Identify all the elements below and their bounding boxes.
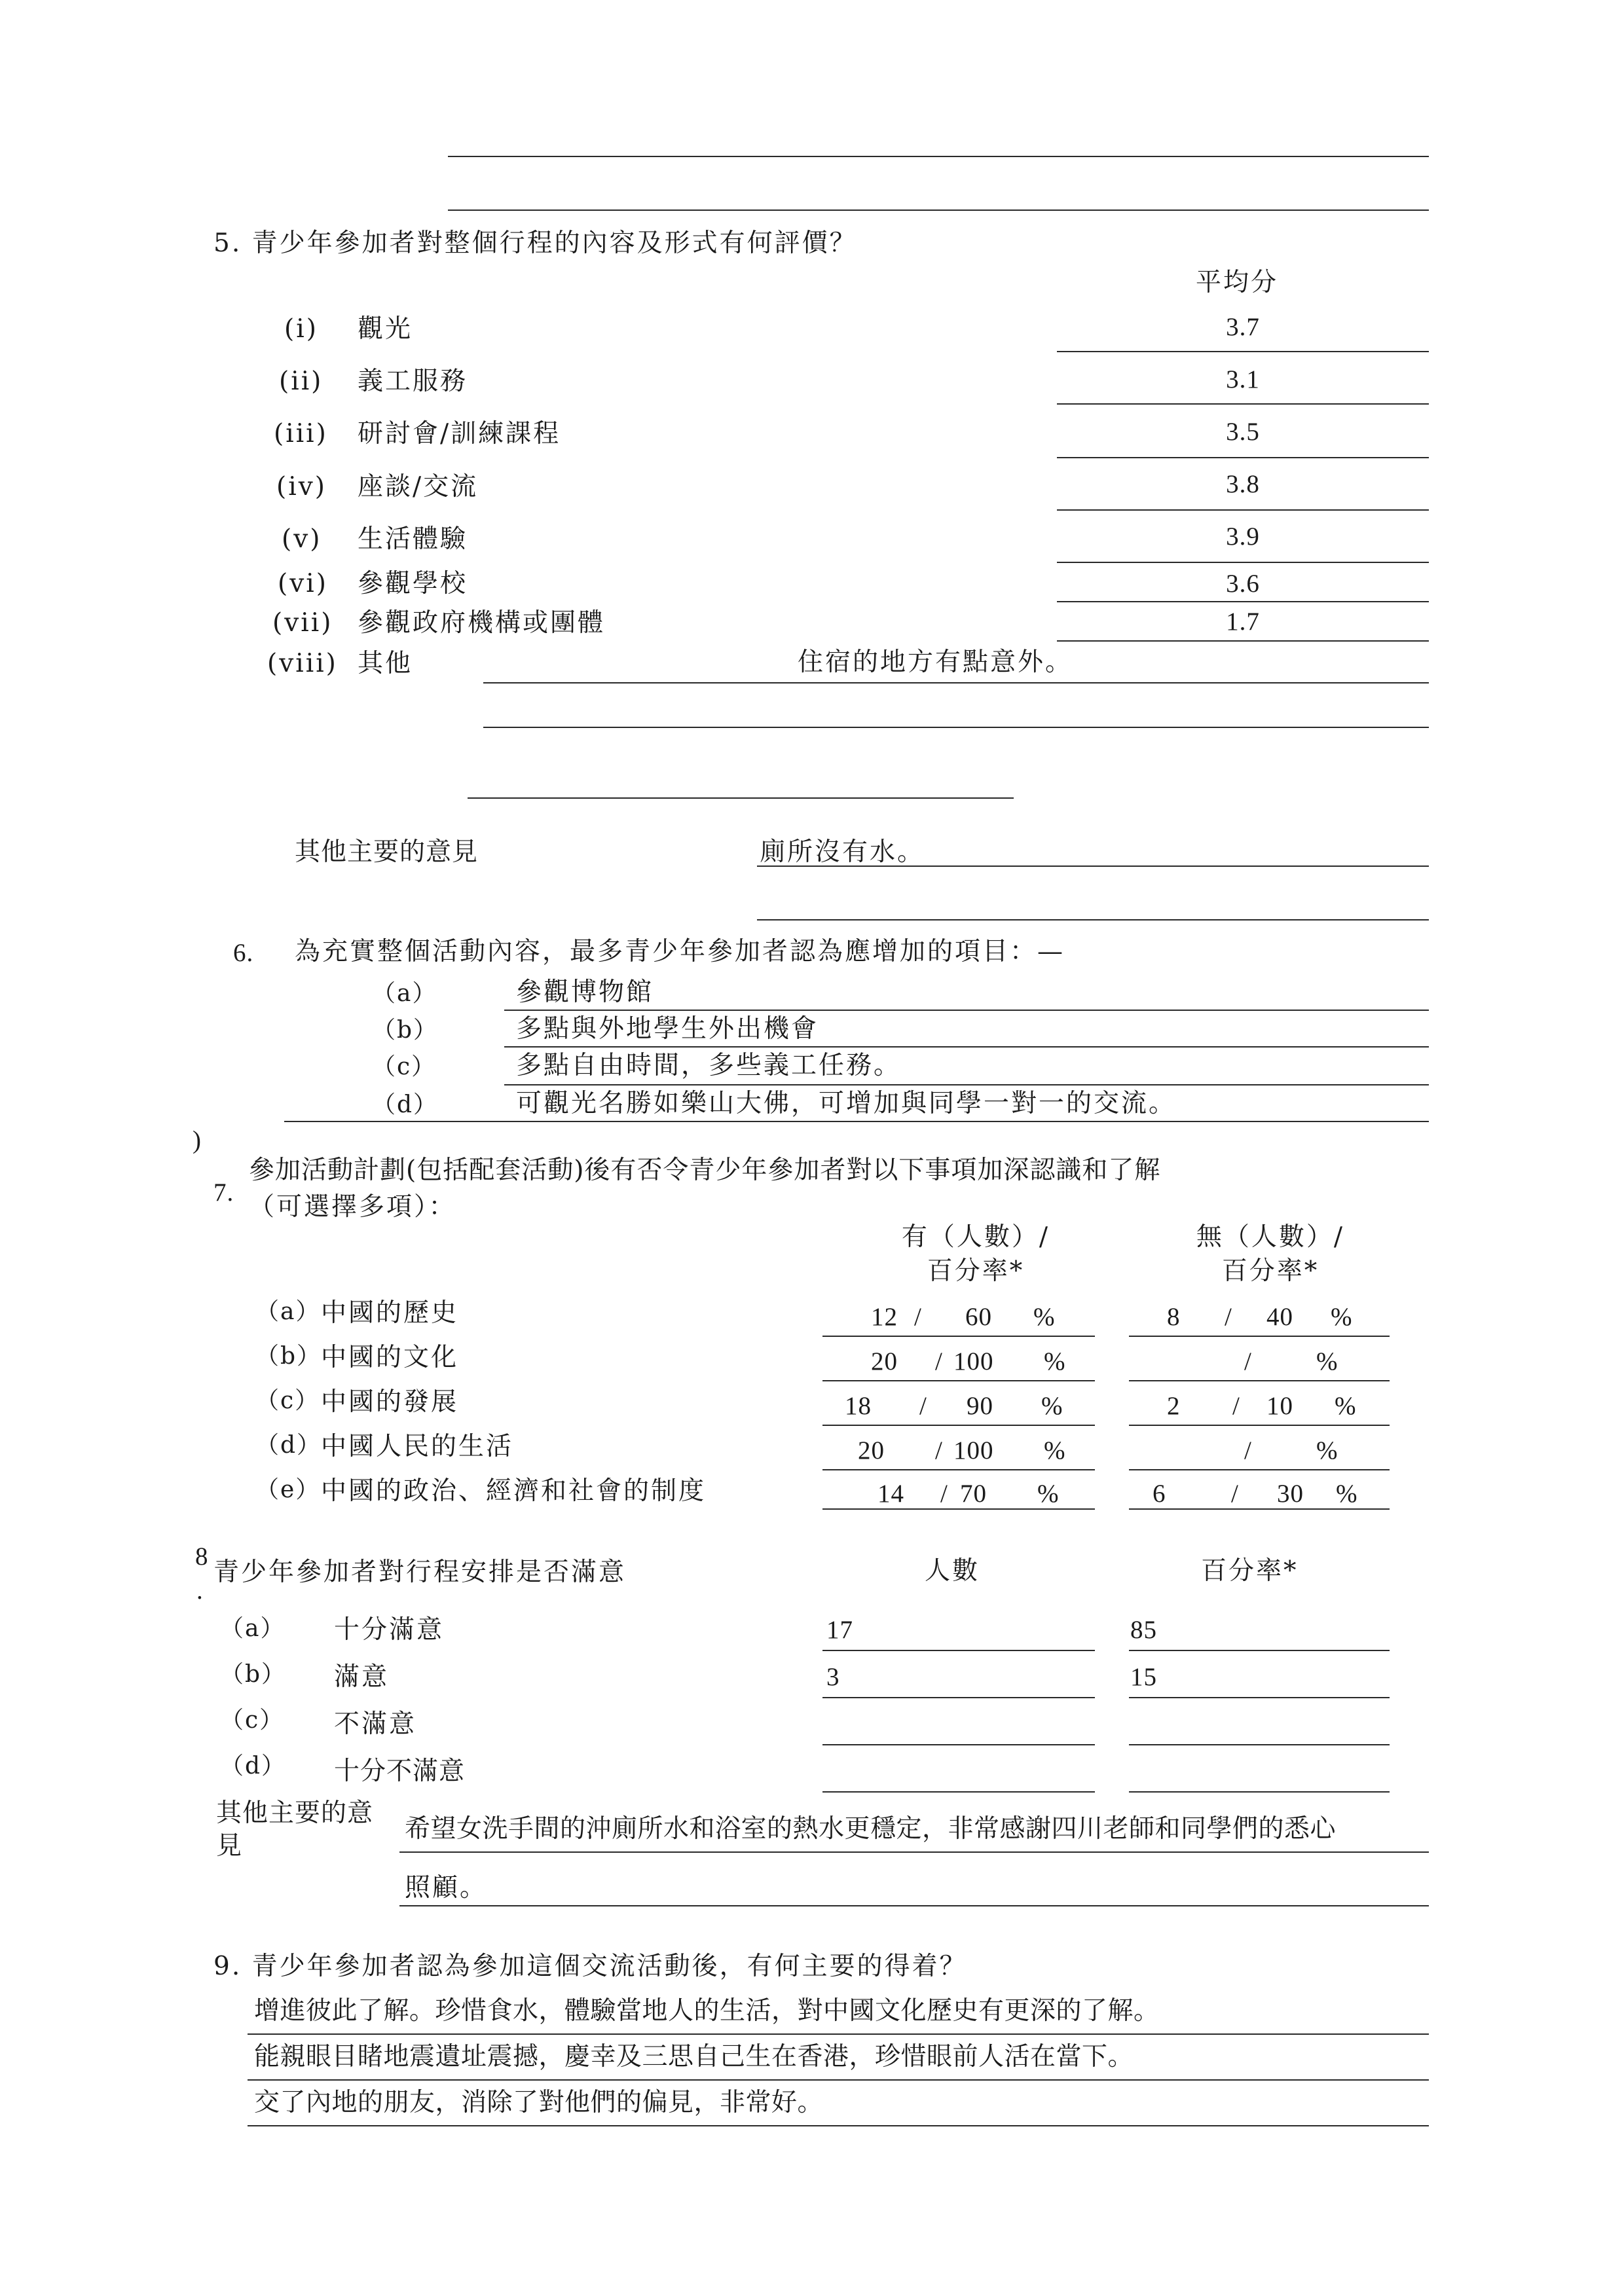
q5-item-score: 3.8 [1226, 470, 1260, 498]
q7-slash: / [1244, 1436, 1252, 1465]
q5-item-num: (i) [284, 314, 318, 344]
q8-comments-line1: 希望女洗手間的沖廁所水和浴室的熱水更穩定，非常感謝四川老師和同學們的悉心 [405, 1814, 1337, 1844]
q9-answer: 交了內地的朋友，消除了對他們的偏見，非常好。 [254, 2088, 824, 2117]
q5-item-num: (vii) [272, 608, 333, 638]
score-line [1057, 562, 1429, 563]
q6-line [284, 1121, 1429, 1122]
q7-row-label: 中國的文化 [321, 1343, 459, 1372]
q7-yes-pct: 70 [960, 1480, 987, 1508]
q8-count: 17 [826, 1616, 853, 1644]
q7-row-num: （a） [255, 1298, 321, 1325]
q7-slash: / [1232, 1392, 1240, 1420]
q7-no-header: 無（人數）/ [1196, 1222, 1345, 1252]
q6-item-text: 可觀光名勝如樂山大佛，可增加與同學一對一的交流。 [516, 1089, 1177, 1118]
q6-item-text: 參觀博物館 [516, 977, 654, 1007]
q7-row-label: 中國的發展 [321, 1387, 459, 1417]
q7-yes-count: 12 [871, 1303, 898, 1331]
q7-slash: / [919, 1392, 927, 1420]
q6-item-text: 多點與外地學生外出機會 [516, 1014, 819, 1044]
q7-yes-pct: 90 [967, 1392, 993, 1420]
q8-count: 3 [826, 1663, 840, 1691]
q7-yes-count: 14 [877, 1480, 904, 1508]
q8-comments-line [399, 1851, 1429, 1853]
q7-no-line [1129, 1508, 1390, 1510]
q5-item-label: 座談/交流 [358, 472, 479, 501]
q7-no-count: 8 [1167, 1303, 1181, 1331]
q8-row-num: （c） [220, 1707, 285, 1734]
q5-item-score: 3.9 [1226, 522, 1260, 551]
q5-item-num: (vi) [278, 569, 328, 598]
q7-slash: / [1225, 1303, 1232, 1331]
q5-item-score: 3.6 [1226, 570, 1260, 598]
score-line [1057, 351, 1429, 352]
q8-pct-header: 百分率* [1201, 1556, 1299, 1586]
q7-slash: / [1231, 1480, 1239, 1508]
q5-item-num: (v) [282, 524, 322, 554]
q8-row-num: （b） [220, 1661, 287, 1688]
q7-yes-count: 18 [845, 1392, 872, 1420]
comments-line [757, 919, 1429, 920]
q8-pct: 85 [1130, 1616, 1157, 1644]
score-line [1057, 601, 1429, 602]
q5-item-num: (ii) [279, 367, 323, 396]
q6-item-num: （d） [372, 1091, 439, 1118]
q5-comments-answer: 廁所沒有水。 [760, 837, 925, 867]
q8-row-num: （a） [220, 1615, 286, 1642]
q8-pct-line [1129, 1697, 1390, 1698]
q8-row-label: 滿意 [334, 1662, 390, 1692]
q6-item-num: （a） [372, 980, 437, 1007]
q6-num: 6. [233, 939, 254, 967]
q7-slash: / [935, 1436, 943, 1465]
q7-no-line [1129, 1469, 1390, 1470]
q5-item-score: 3.7 [1226, 313, 1260, 341]
other-line [468, 797, 1014, 799]
q9-line [248, 2125, 1429, 2126]
q7-pct-sign: % [1037, 1480, 1060, 1508]
q7-no-line [1129, 1336, 1390, 1337]
q5-item-score: 3.5 [1226, 418, 1260, 446]
q7-yes-count: 20 [858, 1436, 885, 1465]
top-answer-line [448, 210, 1429, 211]
q8-pct-line [1129, 1744, 1390, 1745]
q7-yes-header-pct: 百分率* [927, 1256, 1025, 1286]
q7-yes-line [822, 1469, 1095, 1470]
q7-no-pct: 10 [1266, 1392, 1293, 1420]
q5-item-label: 觀光 [358, 314, 413, 344]
q7-yes-pct: 60 [965, 1303, 992, 1331]
q5-item-num: (iii) [274, 419, 328, 448]
q7-no-header-pct: 百分率* [1221, 1256, 1320, 1286]
q7-pct-sign: % [1033, 1303, 1056, 1331]
q7-row-num: （d） [255, 1432, 322, 1459]
q7-row-label: 中國的政治、經濟和社會的制度 [321, 1476, 707, 1506]
q6-item-text: 多點自由時間，多些義工任務。 [516, 1051, 902, 1080]
q7-no-pct: 40 [1266, 1303, 1293, 1331]
q7-pct-sign: % [1044, 1347, 1066, 1376]
q8-pct: 15 [1130, 1663, 1157, 1691]
q8-count-header: 人數 [925, 1556, 980, 1586]
q7-pct-sign: % [1041, 1392, 1063, 1420]
q9-answer: 增進彼此了解。珍惜食水，體驗當地人的生活，對中國文化歷史有更深的了解。 [254, 1996, 1160, 2026]
q5-item-score: 1.7 [1226, 608, 1260, 636]
q7-no-pct: 30 [1277, 1480, 1304, 1508]
score-line [1057, 403, 1429, 405]
q9-title: 9. 青少年參加者認為參加這個交流活動後，有何主要的得着？ [213, 1952, 967, 1981]
q7-row-num: （c） [255, 1387, 320, 1414]
q7-pct-sign: % [1331, 1303, 1353, 1331]
q8-comments-line2: 照顧。 [405, 1873, 488, 1903]
q8-count-line [822, 1791, 1095, 1793]
q7-pct-sign: % [1044, 1436, 1066, 1465]
q7-row-label: 中國的歷史 [321, 1298, 459, 1328]
q7-slash: / [1244, 1347, 1252, 1376]
q7-row-label: 中國人民的生活 [321, 1432, 514, 1461]
q8-comments-label: 其他主要的意 [216, 1798, 374, 1828]
q7-title-line1: 參加活動計劃(包括配套活動)後有否令青少年參加者對以下事項加深認識和了解 [249, 1156, 1161, 1185]
q5-other-label: 其他 [358, 649, 413, 678]
q8-count-line [822, 1697, 1095, 1698]
q6-line [504, 1046, 1429, 1048]
q7-no-line [1129, 1380, 1390, 1381]
q7-pct-sign: % [1335, 1392, 1357, 1420]
q9-line [248, 2033, 1429, 2035]
q7-no-count: 2 [1167, 1392, 1181, 1420]
q8-pct-line [1129, 1791, 1390, 1793]
q8-row-label: 十分滿意 [334, 1615, 445, 1645]
q8-row-num: （d） [220, 1753, 287, 1779]
q6-item-num: （b） [372, 1017, 439, 1044]
q7-yes-line [822, 1508, 1095, 1510]
q7-yes-line [822, 1380, 1095, 1381]
q7-pct-sign: % [1336, 1480, 1358, 1508]
q5-item-label: 義工服務 [358, 367, 468, 396]
q5-title: 5. 青少年參加者對整個行程的內容及形式有何評價？ [213, 228, 857, 258]
q8-num: 8 [195, 1542, 209, 1571]
q9-line [248, 2079, 1429, 2081]
q5-item-label: 生活體驗 [358, 524, 468, 554]
q6-title: 為充實整個活動內容，最多青少年參加者認為應增加的項目：— [295, 937, 1065, 966]
q5-item-label: 參觀學校 [358, 569, 468, 598]
q8-row-label: 十分不滿意 [334, 1757, 466, 1786]
q7-slash: / [935, 1347, 943, 1376]
q7-row-num: （e） [255, 1476, 321, 1503]
q7-pct-sign: % [1316, 1347, 1338, 1376]
stray-mark: ) [193, 1126, 202, 1154]
q7-yes-pct: 100 [953, 1347, 994, 1376]
q8-comments-line [399, 1905, 1429, 1906]
q7-yes-line [822, 1425, 1095, 1426]
q8-row-label: 不滿意 [334, 1709, 417, 1739]
q8-count-line [822, 1650, 1095, 1651]
q7-slash: / [940, 1480, 948, 1508]
score-line [1057, 457, 1429, 458]
q7-num: 7. [213, 1178, 234, 1207]
q8-dot: . [196, 1576, 204, 1605]
q8-pct-line [1129, 1650, 1390, 1651]
q7-yes-header: 有（人數）/ [901, 1222, 1050, 1252]
top-answer-line [448, 156, 1429, 157]
q5-item-label: 研討會/訓練課程 [358, 419, 561, 448]
other-line [483, 682, 1429, 683]
q7-row-num: （b） [255, 1343, 322, 1370]
q7-slash: / [914, 1303, 922, 1331]
q7-pct-sign: % [1316, 1436, 1338, 1465]
score-line [1057, 640, 1429, 642]
comments-line [757, 866, 1429, 867]
q5-comments-label: 其他主要的意見 [295, 837, 479, 867]
q6-line [504, 1010, 1429, 1011]
q6-item-num: （c） [372, 1053, 437, 1080]
q5-avg-header: 平均分 [1196, 268, 1279, 297]
score-line [1057, 509, 1429, 511]
other-line [483, 727, 1429, 728]
q9-answer: 能親眼目睹地震遺址震撼，慶幸及三思自己生在香港，珍惜眼前人活在當下。 [254, 2042, 1134, 2071]
q5-item-num: (iv) [276, 472, 327, 501]
q7-yes-pct: 100 [953, 1436, 994, 1465]
q5-item-score: 3.1 [1226, 365, 1260, 393]
q7-no-line [1129, 1425, 1390, 1426]
q7-no-count: 6 [1153, 1480, 1166, 1508]
q7-yes-count: 20 [871, 1347, 898, 1376]
q6-line [504, 1084, 1429, 1085]
q8-title: 青少年參加者對行程安排是否滿意 [213, 1558, 627, 1587]
q7-yes-line [822, 1336, 1095, 1337]
q8-comments-label-cont: 見 [216, 1831, 244, 1861]
q7-title-line2: （可選擇多項）： [249, 1192, 456, 1222]
q5-item-label: 參觀政府機構或團體 [358, 608, 606, 638]
q8-count-line [822, 1744, 1095, 1745]
q5-other-num: (viii) [267, 649, 338, 678]
q5-other-answer: 住宿的地方有點意外。 [798, 647, 1073, 677]
